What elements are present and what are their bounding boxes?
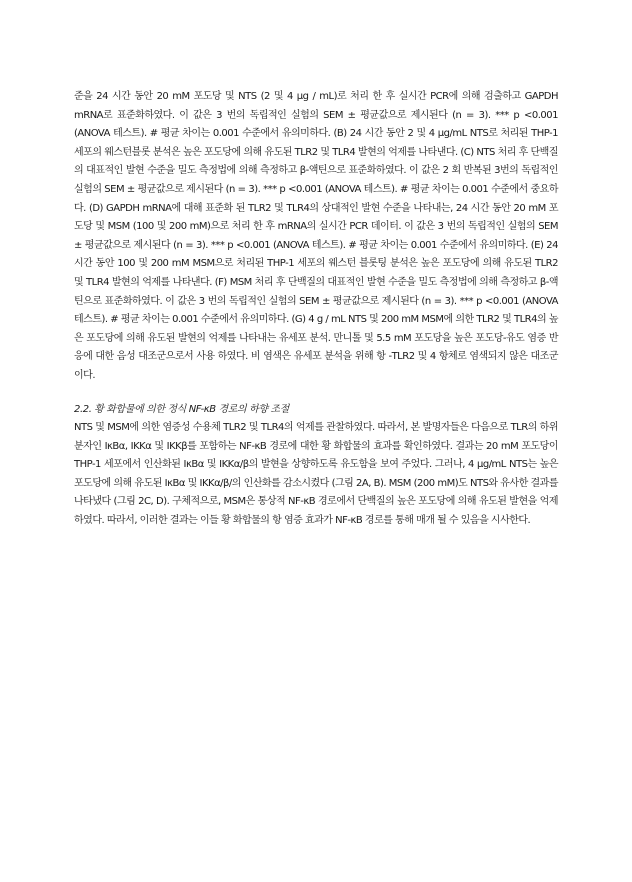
paragraph-gap: [74, 386, 558, 401]
section-heading: 2.2. 황 화합물에 의한 정식 NF-κB 경로의 하향 조절: [74, 403, 289, 415]
figure-caption-text: 준을 24 시간 동안 20 mM 포도당 및 NTS (2 및 4 μg / mL)로 처리 한 후 실시간 PCR에 의해 검출하고 GAPDH mRNA로 표준화하였다. 이 값은 3 번의 독립적인 실험의 SEM ± 평균값으로 제시된다 (n = 3). *** p <0.001 (ANOVA 테스트). # 평균 차이는 0.001 수준에서 유의미하다. (B) 24 시간 동안 2 및 4 μg/mL NTS로 처리된 THP-1 세포의 웨스턴블롯 분석은 높은 포도당에 의해 유도된 TLR2 및 TLR4 발현의 억제를 나타낸다. (C) NTS 처리 후 단백질의 대표적인 발현 수준을 밀도 측정법에 의해 측정하고 β-액틴으로 표준화하였다. 이 값은 2 회 반복된 3번의 독립적인 실험의 SEM ± 평균값으로 제시된다 (n = 3). *** p <0.001 (ANOVA 테스트). # 평균 차이는 0.001 수준에서 중요하다. (D) GAPDH mRNA에 대해 표준화 된 TLR2 및 TLR4의 상대적인 발현 수준을 나타내는, 24 시간 동안 20 mM 포도당 및 MSM (100 및 200 mM)으로 처리 한 후 mRNA의 실시간 PCR 데이터. 이 값은 3 번의 독립적인 실험의 SEM ± 평균값으로 제시된다 (n = 3). *** p <0.001 (ANOVA 테스트). # 평균 차이는 0.001 수준에서 유의미하다. (E) 24 시간 동안 100 및 200 mM MSM으로 처리된 THP-1 세포의 웨스턴 블롯팅 분석은 높은 포도당에 의해 유도된 TLR2 및 TLR4 발현의 억제를 나타낸다. (F) MSM 처리 후 단백질의 대표적인 발현 수준을 밀도 측정법에 의해 측정하고 β-액틴으로 표준화하였다. 이 값은 3 번의 독립적인 실험의 SEM ± 평균값으로 제시된다 (n = 3). *** p <0.001 (ANOVA 테스트). # 평균 차이는 0.001 수준에서 유의미하다. (G) 4 g / mL NTS 및 200 mM MSM에 의한 TLR2 및 TLR4의 높은 포도당에 의해 유도된 발현의 억제를 나타내는 유세포 분석. 만니톨 및 5.5 mM 포도당을 높은 포도당-유도 염증 반응에 대한 음성 대조군으로서 사용 하였다. 비 염색은 유세포 분석을 위해 항 -TLR2 및 4 항체로 염색되지 않은 대조군이다.: [74, 91, 558, 381]
document-page: [74, 88, 558, 531]
section-body-text: NTS 및 MSM에 의한 염증성 수용체 TLR2 및 TLR4의 억제를 관찰하였다. 따라서, 본 발명자들은 다음으로 TLR의 하위 분자인 IκBα, IKKα 및 IKKβ를 포함하는 NF-κB 경로에 대한 황 화합물의 효과를 확인하였다. 결과는 20 mM 포도당이 THP-1 세포에서 인산화된 IκBα 및 IKKα/β의 발현을 상향하도록 유도함을 보여 주었다. 그러나, 4 μg/mL NTS는 높은 포도당에 의해 유도된 IκBα 및 IKKα/β/의 인산화를 감소시켰다 (그림 2A, B). MSM (200 mM)도 NTS와 유사한 결과를 나타냈다 (그림 2C, D). 구체적으로, MSM은 통상적 NF-κB 경로에서 단백질의 높은 포도당에 의해 유도된 발현을 억제 하였다. 따라서, 이러한 결과는 이들 황 화합물의 항 염증 효과가 NF-κB 경로를 통해 매개 될 수 있음을 시사한다.: [74, 422, 558, 527]
